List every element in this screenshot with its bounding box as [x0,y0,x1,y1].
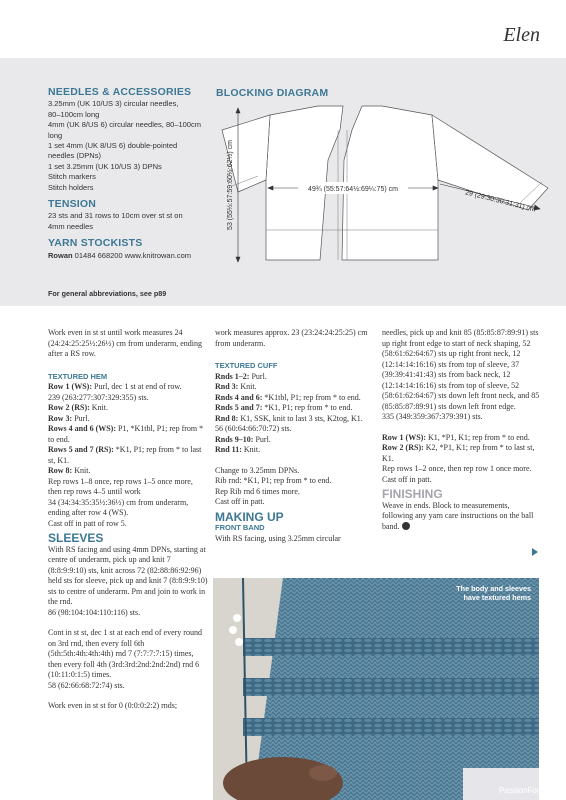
knit-texture-illustration [213,578,539,800]
pattern-row: Row 2 (RS): K2, *P1, K1; rep from * to last st, K1. [382,443,535,463]
knit-hem-photo [213,578,539,800]
tension-line: 23 sts and 31 rows to 10cm over st st on [48,211,183,221]
pattern-row: Rnds 1–2: Purl. [215,371,267,381]
pattern-column-3 [382,328,542,532]
textured-hem-heading: TEXTURED HEM [48,371,108,381]
pattern-row: Row 1 (WS): Purl, dec 1 st at end of row. [48,382,182,391]
needles-line: 1 set 4mm (UK 8/US 6) double-pointed [48,141,178,151]
pattern-row: Row 1 (WS): K1, *P1, K1; rep from * to end. [382,432,530,442]
pattern-row: Rnds 5 and 7: *K1, P1; rep from * to end. [215,403,353,412]
stockists-section [48,238,213,261]
diagram-heading: BLOCKING DIAGRAM [216,87,329,99]
continue-arrow-icon [532,548,538,556]
sleeves-text: 58 (62:66:68:72:74) sts. [48,680,125,690]
front-band-continued: needles, pick up and knit 85 (85:85:87:89:91) sts up right front edge to start of neck shaping, 52 (58:61:62:64:67) sts up right front neck, 12 (12:14:14:16:16) sts from top of sleeve, 37 (39:39:41:41:43) sts from back neck, 12 (12:14:14:16:16) sts from top of sleeve, 52 (58:61:62:64:67) sts down left front neck, and 85 (85:85:87:89:91) sts down left front edge. [382,328,540,411]
pattern-row: Rnds 9–10: Purl. [215,434,271,444]
sleeve-label: 29 (29:30:30:31:31) cm [464,189,537,214]
textured-cuff-heading: TEXTURED CUFF [215,361,278,370]
needles-line: 80–100cm long [48,109,100,119]
end-of-pattern-icon [402,522,410,530]
pattern-row: Row 2 (RS): Knit. [48,403,109,412]
sleeves-heading: SLEEVES [48,531,104,545]
width-label: 49¾ (55:57:64½:69¼:75) cm [308,186,398,193]
pattern-row: Row 8: Knit. [48,466,91,475]
pattern-row: Rnd 11: Knit. [215,445,261,454]
pattern-row: Cast off in patt of row 5. [48,518,127,528]
needles-line: Stitch holders [48,182,94,192]
body-intro: Work even in st st until work measures 24 (24:24:25:25½:26½) cm from underarm, ending after a RS row. [48,328,202,358]
pattern-row: Rep rows 1–8 once, rep rows 1–5 once more, then rep rows 4–5 until work [48,476,193,496]
pattern-row: 34 (34:34:35:35½:36½) cm from underarm, ending after row 4 (WS). [48,497,189,517]
tension-section [48,199,213,232]
needles-line: needles (DPNs) [48,151,101,161]
finishing-text: Weave in ends. Block to measurements, following any yarn care instructions on the ball band. [382,500,534,531]
needles-heading: NEEDLES & ACCESSORIES [48,86,192,98]
needles-line: 1 set 3.25mm (UK 10/US 3) DPNs [48,161,162,171]
tension-heading: TENSION [48,198,97,211]
pattern-column-1 [48,328,208,712]
needles-line: long [48,130,63,140]
pattern-row: 239 (263:277:307:329:355) sts. [48,392,149,402]
sleeves-text: Work even in st st for 0 (0:0:0:2:2) rnds; [48,701,178,710]
needles-line: 3.25mm (UK 10/US 3) circular needles, [48,99,179,109]
pattern-row: Cast off in patt. [382,474,432,484]
pattern-row: Rep rows 1–2 once, then rep row 1 once more. [382,464,532,473]
abbreviations-note: For general abbreviations, see p89 [48,289,167,298]
after-cuff-line: Change to 3.25mm DPNs. [215,465,300,475]
finishing-heading: FINISHING [382,487,443,501]
needles-line: 4mm (UK 8/US 6) circular needles, 80–100cm [48,120,201,130]
pattern-row: Rows 5 and 7 (RS): *K1, P1; rep from * to last st, K1. [48,445,202,465]
stockists-line [48,251,213,261]
stockists-brand: Rowan [48,250,73,260]
blocking-diagram [210,100,550,300]
pattern-row: Row 3: Purl. [48,413,90,423]
stitch-count: 335 (349:359:367:379:391) sts. [382,412,483,421]
sleeves-text: 86 (98:104:104:110:116) sts. [48,607,141,617]
pattern-row: Rows 4 and 6 (WS): P1, *K1tbl, P1; rep from * to end. [48,424,204,444]
front-band-heading: FRONT BAND [215,523,265,532]
after-cuff-line: Rib rnd: *K1, P1; rep from * to end. [215,476,332,485]
cuff-intro: work measures approx. 23 (23:24:24:25:25) cm from underarm. [215,328,368,348]
needles-line: Stitch markers [48,172,96,182]
pattern-row: 56 (60:64:66:70:72) sts. [215,424,292,433]
making-up-heading: MAKING UP [215,509,284,524]
sleeves-text: Cont in st st, dec 1 st at each end of every round on 3rd rnd, then every foll 6th (5th:5th:4th:4th:4th) rnd 7 (7:7:7:7:15) times, then every foll 4th (3rd:3rd:2nd:2nd:2nd) rnd 6 (10:11:0:1:5) times. [48,628,202,679]
pattern-row: Rnds 4 and 6: *K1tbl, P1; rep from * to end. [215,392,361,402]
info-column [48,87,213,267]
stockists-details: 01484 668200 www.knitrowan.com [72,250,191,260]
photo-caption: The body and sleeves have textured hems [456,584,531,602]
after-cuff-line: Rep Rib rnd 6 times more. [215,486,300,496]
pattern-column-2 [215,328,375,544]
needles-section [48,87,213,193]
sleeves-text: With RS facing and using 4mm DPNs, starting at centre of underarm, pick up and knit 7 (8:8:9:9:10) sts, knit across 72 (82:88:86:92:96) held sts for sleeve, pick up and knit 7 (8:8:9:9:10) sts to centre of underarm. Pm and join to work in the rnd. [48,544,208,606]
pattern-row: Rnd 8: K1, SSK, knit to last 3 sts, K2tog, K1. [215,413,363,423]
stockists-heading: YARN STOCKISTS [48,237,143,250]
length-label: 53 (55½:57:59:60½:62½) cm [227,140,234,230]
watermark: PassionForum.ru [499,786,560,795]
pattern-row: Rnd 3: Knit. [215,382,257,391]
tension-line: 4mm needles [48,221,94,231]
front-band-text: With RS facing, using 3.25mm circular [215,533,341,543]
page-title: Elen [503,24,540,46]
after-cuff-line: Cast off in patt. [215,497,265,506]
